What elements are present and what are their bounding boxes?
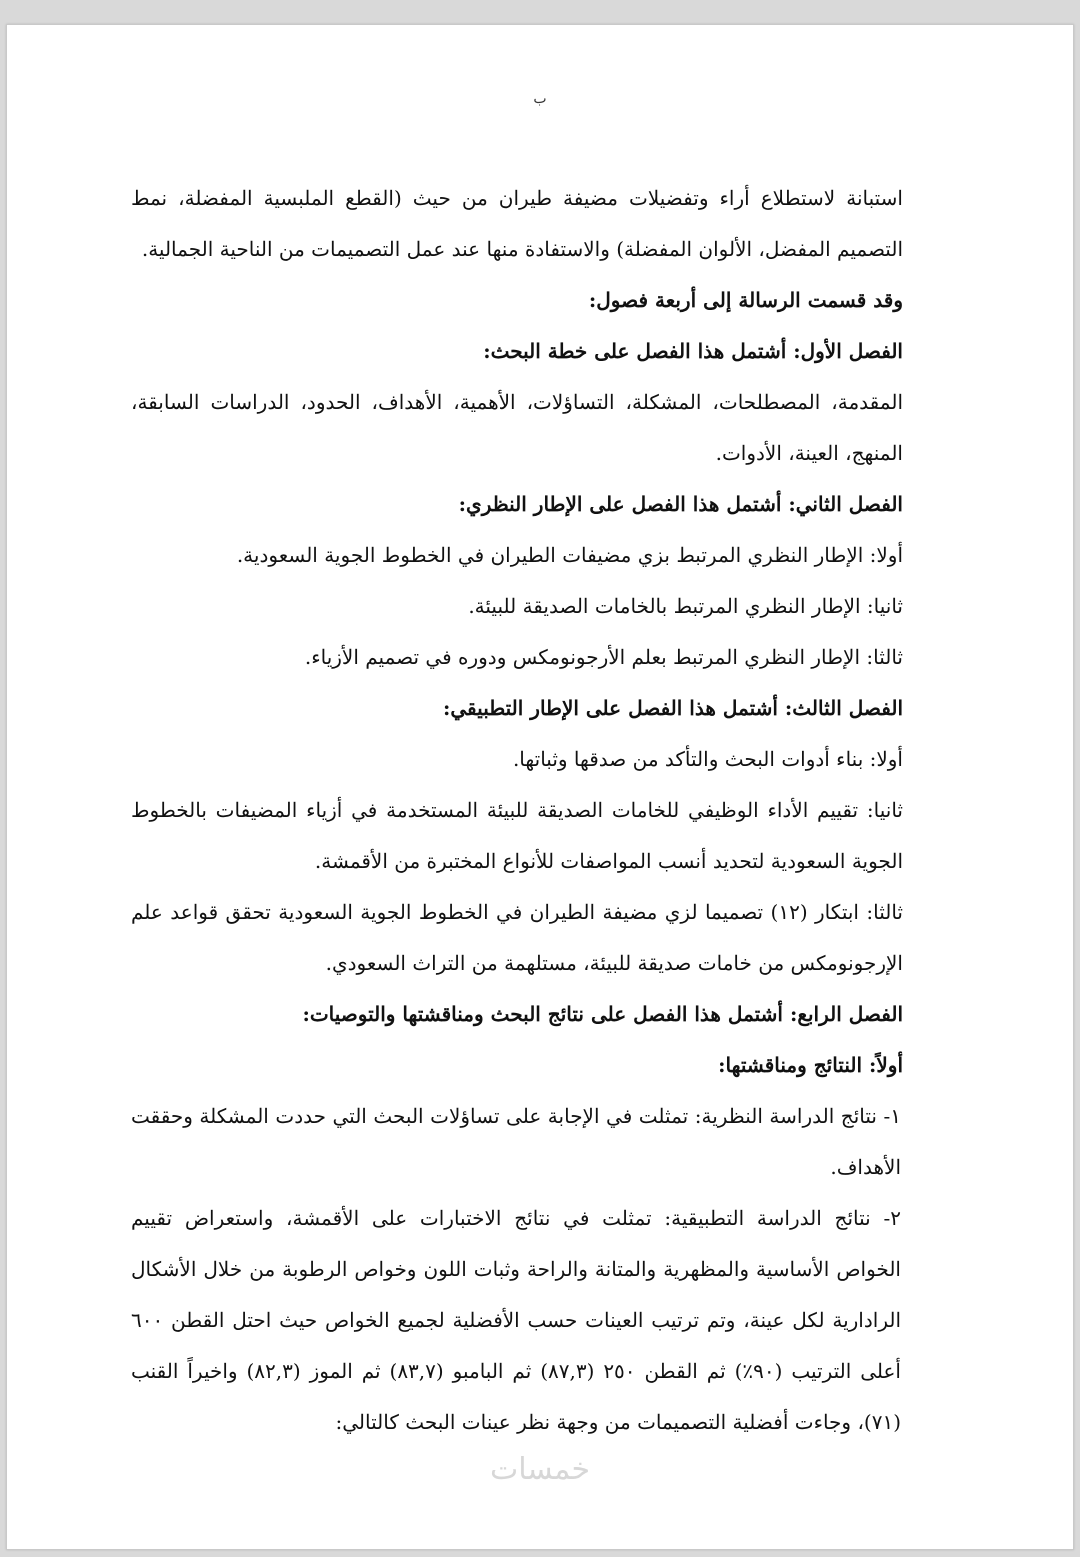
chapter2-heading: الفصل الثاني: أشتمل هذا الفصل على الإطار النظري: (458, 492, 903, 516)
khamsat-watermark: خمسات (489, 1452, 591, 1487)
chapter3-heading: الفصل الثالث: أشتمل هذا الفصل على الإطار التطبيقي: (443, 696, 903, 720)
chapter2-item-1: أولا: الإطار النظري المرتبط بزي مضيفات الطيران في الخطوط الجوية السعودية. (236, 543, 903, 567)
chapter3-item-3: ثالثا: ابتكار (١٢) تصميما لزي مضيفة الطيران في الخطوط الجوية السعودية تحقق قواعد علم الإرجونومكس من خامات صديقة للبيئة، مستلهمة من التراث السعودي. (131, 900, 904, 975)
chapter1-body: المقدمة، المصطلحات، المشكلة، التساؤلات، الأهمية، الأهداف، الحدود، الدراسات السابقة، المنهج، العينة، الأدوات. (131, 390, 903, 465)
chapter3-item-1: أولا: بناء أدوات البحث والتأكد من صدقها وثباتها. (512, 747, 903, 771)
page-number: ب (533, 91, 547, 107)
document-body (131, 173, 903, 1448)
division-heading: وقد قسمت الرسالة إلى أربعة فصول: (588, 288, 903, 312)
chapter2-item-2: ثانيا: الإطار النظري المرتبط بالخامات الصديقة للبيئة. (468, 594, 903, 618)
chapter4-heading: الفصل الرابع: أشتمل هذا الفصل على نتائج البحث ومناقشتها والتوصيات: (302, 1002, 903, 1026)
document-page (6, 24, 1074, 1550)
result-item-1: ١- نتائج الدراسة النظرية: تمثلت في الإجابة على تساؤلات البحث التي حددت المشكلة وحققت الأهداف. (131, 1104, 901, 1179)
chapter3-item-2: ثانيا: تقييم الأداء الوظيفي للخامات الصديقة للبيئة المستخدمة في أزياء المضيفات بالخطوط الجوية السعودية لتحديد أنسب المواصفات للأنواع المختبرة من الأقمشة. (131, 798, 903, 873)
result-item-2: ٢- نتائج الدراسة التطبيقية: تمثلت في نتائج الاختبارات على الأقمشة، واستعراض تقييم الخواص الأساسية والمظهرية والمتانة والراحة وثبات اللون وخواص الرطوبة من خلال الأشكال الرادارية لكل عينة، وتم ترتيب العينات حسب الأفضلية لجميع الخواص حيث احتل القطن ٦٠٠ أعلى الترتيب (٩٠٪) ثم القطن ٢٥٠ (٨٧,٣) ثم البامبو (٨٣,٧) ثم الموز (٨٢,٣) واخيراً القنب (٧١)، وجاءت أفضلية التصميمات من وجهة نظر عينات البحث كالتالي: (131, 1206, 901, 1434)
chapter2-item-3: ثالثا: الإطار النظري المرتبط بعلم الأرجونومكس ودوره في تصميم الأزياء. (304, 645, 903, 669)
results-heading: أولاً: النتائج ومناقشتها: (718, 1053, 903, 1077)
intro-paragraph: استبانة لاستطلاع أراء وتفضيلات مضيفة طيران من حيث (القطع الملبسية المفضلة، نمط التصميم المفضل، الألوان المفضلة) والاستفادة منها عند عمل التصميمات من الناحية الجمالية. (131, 186, 903, 261)
chapter1-heading: الفصل الأول: أشتمل هذا الفصل على خطة البحث: (483, 339, 903, 363)
